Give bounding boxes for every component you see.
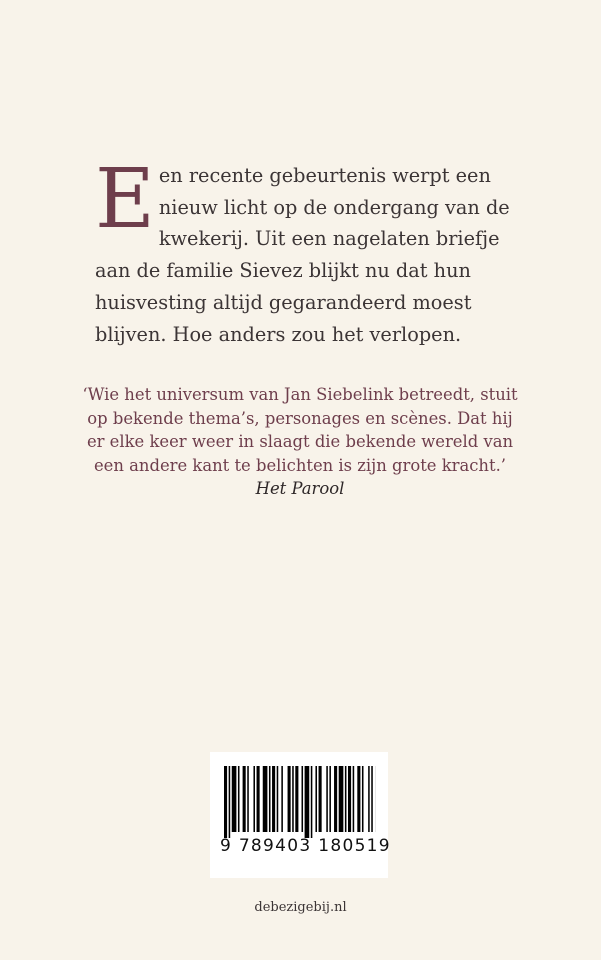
barcode-bar — [371, 766, 373, 832]
barcode-bar — [315, 766, 317, 832]
barcode-bar — [232, 766, 237, 832]
blurb-text: en recente gebeurtenis werpt een nieuw licht op de ondergang van de kwekerij. Uit een nagelaten briefje aan de familie Sievez blijkt nu dat hun huisvesting altijd gegarandeerd moest blijven. Hoe anders zou het verlopen. — [95, 164, 510, 346]
review-quote — [80, 383, 520, 501]
barcode-bar — [224, 766, 227, 838]
barcode-bar — [319, 766, 322, 832]
barcode-bar — [281, 766, 283, 832]
barcode-bar — [353, 766, 355, 832]
barcode-bar — [305, 766, 310, 838]
barcode-bar — [272, 766, 275, 832]
barcode-bar — [302, 766, 304, 832]
publisher-website: debezigebij.nl — [254, 900, 347, 915]
barcode-bar — [257, 766, 260, 832]
barcode-bar — [238, 766, 240, 832]
barcode-bar — [362, 766, 364, 832]
barcode-bar — [269, 766, 271, 832]
barcode-bar — [326, 766, 328, 832]
barcode-bars-icon — [222, 766, 376, 838]
barcode-bar — [243, 766, 246, 832]
barcode-bar — [311, 766, 313, 838]
barcode-bar — [339, 766, 344, 832]
barcode-bar — [345, 766, 347, 832]
blurb-paragraph — [95, 152, 525, 350]
drop-cap-letter: E — [95, 152, 155, 247]
barcode-bar — [334, 766, 337, 832]
review-quote-text: ‘Wie het universum van Jan Siebelink betreedt, stuit op bekende thema’s, personages en scènes. Dat hij er elke keer weer in slaagt die bekende wereld van een andere kant te belichten is zijn grote kracht.’ — [82, 385, 518, 475]
isbn-number: 9 789403 180519 — [220, 836, 391, 856]
barcode-bar — [247, 766, 249, 832]
barcode-bar — [288, 766, 291, 832]
barcode-bar — [277, 766, 279, 832]
barcode-panel — [210, 752, 391, 878]
barcode-bar — [263, 766, 268, 832]
barcode-bar — [229, 766, 231, 838]
review-source: Het Parool — [255, 479, 345, 498]
barcode-bar — [368, 766, 370, 832]
barcode-bar — [357, 766, 360, 832]
barcode-bar — [348, 766, 351, 832]
barcode-bar — [329, 766, 331, 832]
barcode-bar — [253, 766, 255, 832]
barcode-bar — [292, 766, 294, 832]
barcode-bar — [295, 766, 298, 832]
